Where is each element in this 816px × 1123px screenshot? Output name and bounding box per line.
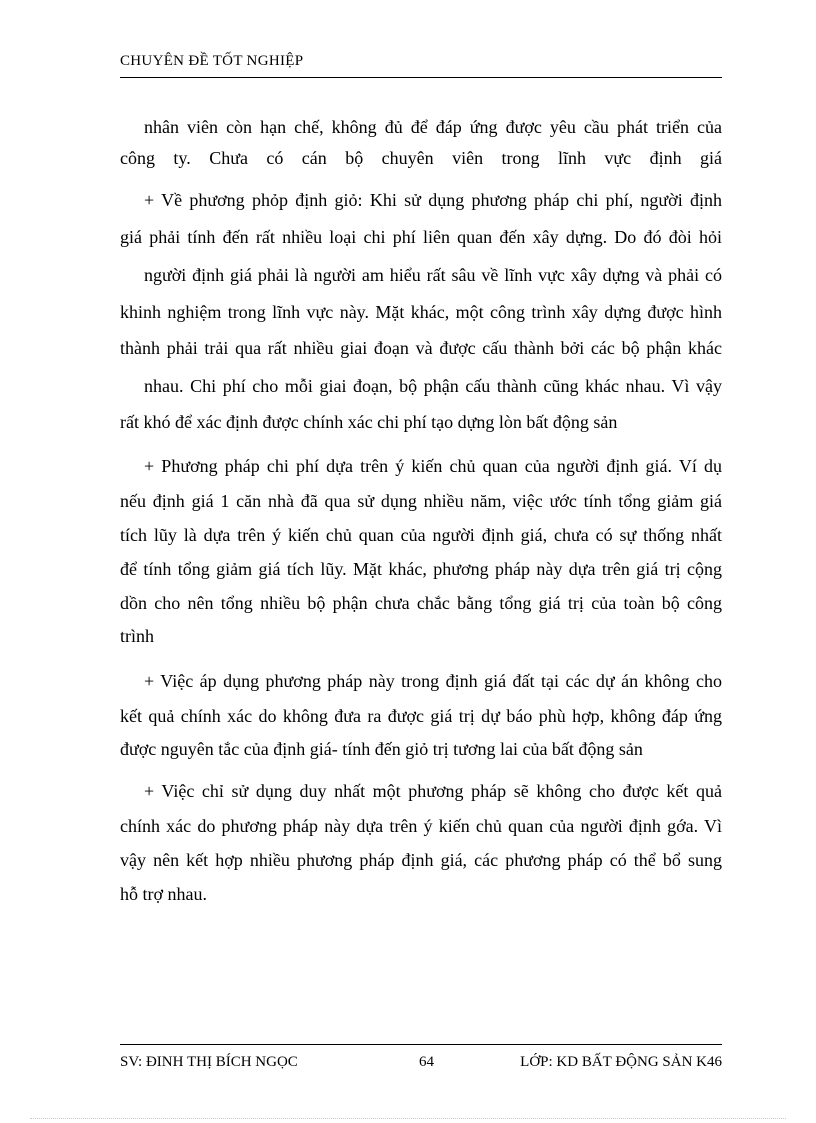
body-line: kết quả chính xác do không đưa ra được giá trị dự báo phù hợp, không đáp ứng <box>120 706 722 726</box>
footer-page-number: 64 <box>419 1054 434 1070</box>
body-line: chính xác do phương pháp này dựa trên ý kiến chủ quan của người định gớa. Vì <box>120 816 722 836</box>
body-line: + Việc chỉ sử dụng duy nhất một phương pháp sẽ không cho được kết quả <box>144 781 722 801</box>
body-line: thành phải trải qua rất nhiều giai đoạn và được cấu thành bởi các bộ phận khác <box>120 338 722 358</box>
page-header-title: CHUYÊN ĐỀ TỐT NGHIỆP <box>120 53 304 69</box>
body-line: vậy nên kết hợp nhiều phương pháp định giá, các phương pháp có thể bổ sung <box>120 850 722 870</box>
header-divider <box>120 77 722 78</box>
body-line: trình <box>120 626 154 646</box>
body-line: nhân viên còn hạn chế, không đủ để đáp ứng được yêu cầu phát triển của <box>144 117 722 137</box>
body-line: được nguyên tắc của định giá- tính đến giỏ trị tương lai của bất động sản <box>120 739 643 759</box>
page-edge-border <box>30 1118 786 1119</box>
body-line: nhau. Chi phí cho mỗi giai đoạn, bộ phận cấu thành cũng khác nhau. Vì vậy <box>144 376 722 396</box>
footer-student-name: SV: ĐINH THỊ BÍCH NGỌC <box>120 1054 298 1070</box>
body-line: người định giá phải là người am hiểu rất sâu về lĩnh vực xây dựng và phải có <box>144 265 722 285</box>
body-line: + Việc áp dụng phương pháp này trong định giá đất tại các dự án không cho <box>144 671 722 691</box>
body-line: rất khó để xác định được chính xác chi phí tạo dựng lòn bất động sản <box>120 412 618 432</box>
body-line: hỗ trợ nhau. <box>120 884 208 904</box>
body-line: nếu định giá 1 căn nhà đã qua sử dụng nhiều năm, việc ước tính tổng giảm giá <box>120 491 722 511</box>
body-line: + Về phương phỏp định giỏ: Khi sử dụng phương pháp chi phí, người định <box>144 190 722 210</box>
body-line: để tính tổng giảm giá tích lũy. Mặt khác, phương pháp này dựa trên giá trị cộng <box>120 559 722 579</box>
body-line: dồn cho nên tổng nhiều bộ phận chưa chắc bằng tổng giá trị của toàn bộ công <box>120 593 722 613</box>
body-line: công ty. Chưa có cán bộ chuyên viên trong lĩnh vực định giá <box>120 148 722 168</box>
body-line: khinh nghiệm trong lĩnh vực này. Mặt khác, một công trình xây dựng được hình <box>120 302 722 322</box>
body-line: + Phương pháp chi phí dựa trên ý kiến chủ quan của người định giá. Ví dụ <box>144 456 722 476</box>
body-line: tích lũy là dựa trên ý kiến chủ quan của người định giá, chưa có sự thống nhất <box>120 525 722 545</box>
body-line: giá phải tính đến rất nhiều loại chi phí liên quan đến xây dựng. Do đó đòi hỏi <box>120 227 722 247</box>
footer-class-name: LỚP: KD BẤT ĐỘNG SẢN K46 <box>520 1054 722 1070</box>
footer-divider <box>120 1044 722 1045</box>
